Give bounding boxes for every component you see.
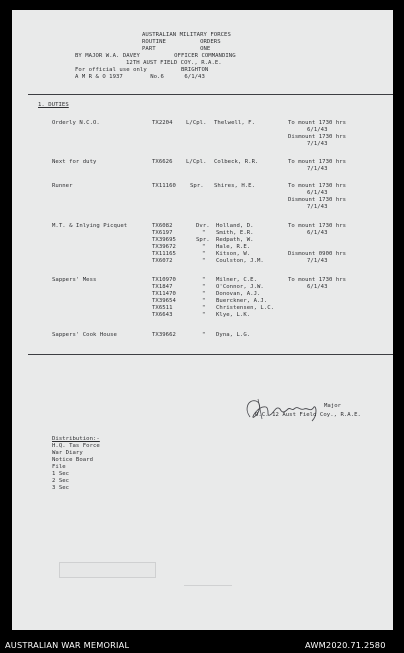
soldier-name: Smith, E.R. bbox=[216, 230, 254, 236]
soldier-name: Thelwell, F. bbox=[214, 120, 256, 126]
duty-time: To mount 1730 hrs bbox=[288, 277, 347, 283]
top-rule bbox=[28, 94, 393, 95]
distribution-item: File bbox=[52, 464, 66, 470]
service-number: TX39695 bbox=[152, 237, 176, 243]
soldier-name: Kitson, W. bbox=[216, 251, 251, 257]
duty-time: 6/1/43 bbox=[307, 127, 328, 133]
duty-time: 7/1/43 bbox=[307, 166, 328, 172]
rank: " bbox=[202, 291, 206, 297]
duty-time: Dismount 1730 hrs bbox=[288, 197, 347, 203]
header-line-7: A M R & O 1937 No.6 6/1/43 bbox=[75, 74, 205, 80]
duty-time: Dismount 0900 hrs bbox=[288, 251, 347, 257]
service-number: TX6197 bbox=[152, 230, 173, 236]
rank: Spr. bbox=[196, 237, 210, 243]
header-line-3: PART ONE bbox=[142, 46, 211, 52]
soldier-name: Hale, R.E. bbox=[216, 244, 251, 250]
soldier-name: Coulston, J.M. bbox=[216, 258, 264, 264]
rank: L/Cpl. bbox=[186, 159, 207, 165]
soldier-name: Holland, D. bbox=[216, 223, 254, 229]
soldier-name: Christensen, L.C. bbox=[216, 305, 275, 311]
header-line-4: BY MAJOR W.A. DAVEY OFFICER COMMANDING bbox=[75, 53, 236, 59]
duty-role: Sappers' Cook House bbox=[52, 332, 117, 338]
footer-institution: AUSTRALIAN WAR MEMORIAL bbox=[5, 640, 130, 650]
faint-mark bbox=[184, 585, 232, 586]
header-line-6: For official use only BRIGHTON bbox=[75, 67, 209, 73]
service-number: TX6072 bbox=[152, 258, 173, 264]
document-page bbox=[12, 10, 393, 630]
soldier-name: Milner, C.E. bbox=[216, 277, 258, 283]
soldier-name: Klye, L.K. bbox=[216, 312, 251, 318]
soldier-name: O'Connor, J.W. bbox=[216, 284, 264, 290]
duty-time: To mount 1730 hrs bbox=[288, 223, 347, 229]
service-number: TX11160 bbox=[152, 183, 176, 189]
distribution-item: War Diary bbox=[52, 450, 83, 456]
distribution-item: Notice Board bbox=[52, 457, 94, 463]
duty-time: 6/1/43 bbox=[307, 190, 328, 196]
duty-time: 7/1/43 bbox=[307, 204, 328, 210]
bottom-rule bbox=[28, 354, 393, 355]
duty-time: 6/1/43 bbox=[307, 230, 328, 236]
signature-rank: Major bbox=[324, 403, 342, 409]
rank: " bbox=[202, 277, 206, 283]
rank: " bbox=[202, 312, 206, 318]
rank: " bbox=[202, 298, 206, 304]
header-line-1: AUSTRALIAN MILITARY FORCES bbox=[142, 32, 231, 38]
soldier-name: Buerckner, A.J. bbox=[216, 298, 268, 304]
footer-bar bbox=[0, 633, 404, 653]
section-title: 1. DUTIES bbox=[38, 102, 69, 108]
distribution-heading: Distribution:- bbox=[52, 436, 100, 442]
service-number: TX10970 bbox=[152, 277, 176, 283]
duty-role: M.T. & Inlying Picquet bbox=[52, 223, 128, 229]
rank: L/Cpl. bbox=[186, 120, 207, 126]
soldier-name: Shires, H.E. bbox=[214, 183, 256, 189]
service-number: TX11165 bbox=[152, 251, 176, 257]
duty-role: Next for duty bbox=[52, 159, 97, 165]
service-number: TX6626 bbox=[152, 159, 173, 165]
service-number: TX39662 bbox=[152, 332, 176, 338]
rank: " bbox=[202, 244, 206, 250]
duty-time: To mount 1730 hrs bbox=[288, 183, 347, 189]
service-number: TX2204 bbox=[152, 120, 173, 126]
service-number: TX6643 bbox=[152, 312, 173, 318]
distribution-item: 1 Sec bbox=[52, 471, 70, 477]
duty-time: Dismount 1730 hrs bbox=[288, 134, 347, 140]
rank: Dvr. bbox=[196, 223, 210, 229]
soldier-name: Colbeck, R.R. bbox=[214, 159, 259, 165]
header-line-2: ROUTINE ORDERS bbox=[142, 39, 221, 45]
soldier-name: Dyna, L.G. bbox=[216, 332, 251, 338]
rank: " bbox=[202, 284, 206, 290]
soldier-name: Donovan, A.J. bbox=[216, 291, 261, 297]
rank: Spr. bbox=[190, 183, 204, 189]
service-number: TX1847 bbox=[152, 284, 173, 290]
rank: " bbox=[202, 230, 206, 236]
service-number: TX6082 bbox=[152, 223, 173, 229]
distribution-item: 3 Sec bbox=[52, 485, 70, 491]
duty-time: 6/1/43 bbox=[307, 284, 328, 290]
header-line-5: 12TH AUST FIELD COY., R.A.E. bbox=[126, 60, 222, 66]
soldier-name: Redpath, W. bbox=[216, 237, 254, 243]
signature-title: O.C. 12 Aust Field Coy., R.A.E. bbox=[255, 412, 361, 418]
duty-role: Orderly N.C.O. bbox=[52, 120, 100, 126]
distribution-item: 2 Sec bbox=[52, 478, 70, 484]
service-number: TX39672 bbox=[152, 244, 176, 250]
faint-stamp-box bbox=[59, 562, 156, 578]
duty-role: Sappers' Mess bbox=[52, 277, 97, 283]
duty-time: 7/1/43 bbox=[307, 258, 328, 264]
rank: " bbox=[202, 251, 206, 257]
footer-accession-number: AWM2020.71.2580 bbox=[305, 640, 386, 650]
rank: " bbox=[202, 305, 206, 311]
duty-time: To mount 1730 hrs bbox=[288, 120, 347, 126]
duty-time: 7/1/43 bbox=[307, 141, 328, 147]
handwritten-signature bbox=[240, 395, 330, 425]
service-number: TX39654 bbox=[152, 298, 176, 304]
service-number: TX11470 bbox=[152, 291, 176, 297]
rank: " bbox=[202, 332, 206, 338]
rank: " bbox=[202, 258, 206, 264]
distribution-item: H.Q. Tas Force bbox=[52, 443, 100, 449]
service-number: TX6511 bbox=[152, 305, 173, 311]
duty-role: Runner bbox=[52, 183, 73, 189]
duty-time: To mount 1730 hrs bbox=[288, 159, 347, 165]
